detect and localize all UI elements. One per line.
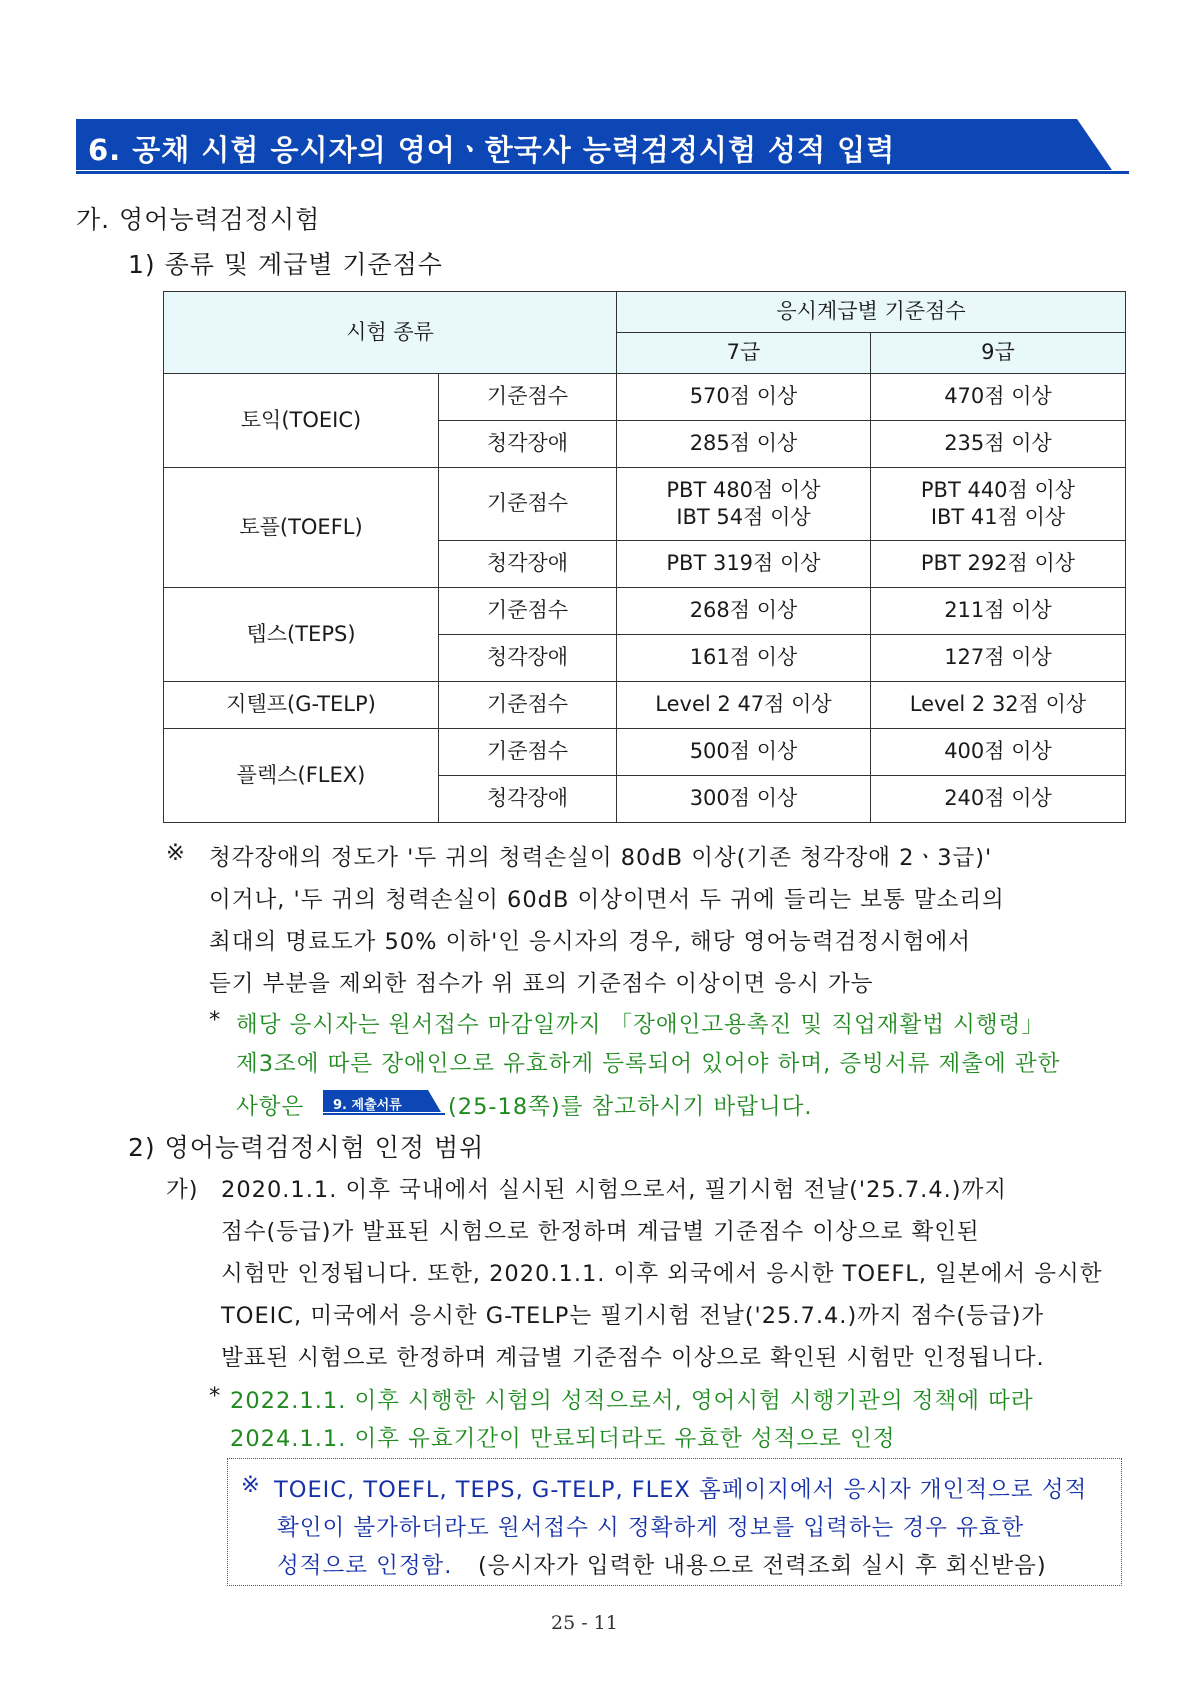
exam-name-teps: 텝스(TEPS) bbox=[164, 588, 439, 682]
page-number: 25 - 11 bbox=[551, 1612, 618, 1634]
table-row bbox=[164, 374, 1126, 421]
cell-value: 470점 이상 bbox=[871, 374, 1126, 421]
sub-note-line: 제3조에 따른 장애인으로 유효하게 등록되어 있어야 하며, 증빙서류 제출에 관한 bbox=[236, 1051, 1061, 1077]
score-table bbox=[163, 291, 1126, 823]
star-line: 2022.1.1. 이후 시행한 시험의 성적으로서, 영어시험 시행기관의 정책에 따라 bbox=[230, 1388, 1034, 1414]
cell-value: 161점 이상 bbox=[617, 635, 871, 682]
section-title: 6. 공채 시험 응시자의 영어ㆍ한국사 능력검정시험 성적 입력 bbox=[88, 133, 896, 167]
row-label: 청각장애 bbox=[439, 776, 617, 823]
exam-name-toeic: 토익(TOEIC) bbox=[164, 374, 439, 468]
cell-value: 268점 이상 bbox=[617, 588, 871, 635]
cell-value: 285점 이상 bbox=[617, 421, 871, 468]
note-line: 청각장애의 정도가 '두 귀의 청력손실이 80dB 이상(기존 청각장애 2ㆍ3급)' bbox=[209, 845, 993, 871]
notice-mark: ※ bbox=[241, 1472, 261, 1498]
section-reference-tag bbox=[323, 1090, 445, 1116]
cell-line: PBT 440점 이상 bbox=[920, 477, 1076, 502]
notice-line: 확인이 불가하더라도 원서접수 시 정확하게 정보를 입력하는 경우 유효한 bbox=[277, 1515, 1025, 1541]
header-exam-type: 시험 종류 bbox=[164, 292, 617, 374]
star-mark: * bbox=[209, 1383, 222, 1409]
row-label: 기준점수 bbox=[439, 682, 617, 729]
cell-value: Level 2 47점 이상 bbox=[617, 682, 871, 729]
item-mark: 가) bbox=[166, 1177, 199, 1203]
notice-line: (응시자가 입력한 내용으로 전력조회 실시 후 회신받음) bbox=[478, 1553, 1047, 1579]
item-heading-1: 1) 종류 및 계급별 기준점수 bbox=[128, 250, 443, 279]
row-label: 기준점수 bbox=[439, 374, 617, 421]
table-row bbox=[164, 588, 1126, 635]
row-label: 기준점수 bbox=[439, 729, 617, 776]
note-line: 최대의 명료도가 50% 이하'인 응시자의 경우, 해당 영어능력검정시험에서 bbox=[209, 929, 971, 955]
item-line: 발표된 시험으로 한정하며 계급별 기준점수 이상으로 확인된 시험만 인정됩니다. bbox=[221, 1345, 1045, 1371]
row-label: 기준점수 bbox=[439, 468, 617, 541]
item-line: TOEIC, 미국에서 응시한 G-TELP는 필기시험 전날('25.7.4.)까지 점수(등급)가 bbox=[221, 1303, 1045, 1329]
row-label: 청각장애 bbox=[439, 635, 617, 682]
cell-value: 235점 이상 bbox=[871, 421, 1126, 468]
sub-note-line: 사항은 bbox=[236, 1094, 305, 1120]
exam-name-flex: 플렉스(FLEX) bbox=[164, 729, 439, 823]
star-line: 2024.1.1. 이후 유효기간이 만료되더라도 유효한 성적으로 인정 bbox=[230, 1426, 896, 1452]
cell-value: Level 2 32점 이상 bbox=[871, 682, 1126, 729]
notice-line-bold: 성적으로 인정함. bbox=[277, 1553, 453, 1579]
cell-value: 127점 이상 bbox=[871, 635, 1126, 682]
cell-value: 300점 이상 bbox=[617, 776, 871, 823]
cell-line: IBT 41점 이상 bbox=[930, 505, 1066, 529]
cell-value: 240점 이상 bbox=[871, 776, 1126, 823]
table-row bbox=[164, 468, 1126, 541]
section-banner bbox=[76, 119, 1129, 175]
notice-line: TOEIC, TOEFL, TEPS, G-TELP, FLEX 홈페이지에서 응시자 개인적으로 성적 bbox=[274, 1477, 1088, 1503]
note-mark: ※ bbox=[166, 840, 186, 866]
tag-label: 9. 제출서류 bbox=[333, 1098, 402, 1113]
header-grade-7: 7급 bbox=[617, 333, 871, 374]
cell-value: 570점 이상 bbox=[617, 374, 871, 421]
header-score-group: 응시계급별 기준점수 bbox=[617, 292, 1126, 333]
note-line: 듣기 부분을 제외한 점수가 위 표의 기준점수 이상이면 응시 가능 bbox=[209, 971, 874, 997]
cell-value bbox=[617, 468, 871, 541]
exam-name-toefl: 토플(TOEFL) bbox=[164, 468, 439, 588]
exam-name-gtelp: 지텔프(G-TELP) bbox=[164, 682, 439, 729]
cell-value: 500점 이상 bbox=[617, 729, 871, 776]
cell-value: PBT 319점 이상 bbox=[617, 541, 871, 588]
item-line: 2020.1.1. 이후 국내에서 실시된 시험으로서, 필기시험 전날('25.7.4.)까지 bbox=[221, 1177, 1008, 1203]
table-row bbox=[164, 682, 1126, 729]
sub-note-line: (25-18쪽)를 참고하시기 바랍니다. bbox=[448, 1094, 813, 1120]
row-label: 기준점수 bbox=[439, 588, 617, 635]
header-grade-9: 9급 bbox=[871, 333, 1126, 374]
cell-value bbox=[871, 468, 1126, 541]
sub-note-mark: * bbox=[209, 1007, 222, 1033]
note-line: 이거나, '두 귀의 청력손실이 60dB 이상이면서 두 귀에 들리는 보통 말소리의 bbox=[209, 887, 1005, 913]
item-line: 시험만 인정됩니다. 또한, 2020.1.1. 이후 외국에서 응시한 TOEFL, 일본에서 응시한 bbox=[221, 1261, 1103, 1287]
cell-line: IBT 54점 이상 bbox=[676, 505, 811, 529]
cell-line: PBT 480점 이상 bbox=[666, 477, 821, 502]
row-label: 청각장애 bbox=[439, 421, 617, 468]
subsection-heading: 가. 영어능력검정시험 bbox=[76, 205, 321, 234]
table-row bbox=[164, 729, 1126, 776]
row-label: 청각장애 bbox=[439, 541, 617, 588]
cell-value: 211점 이상 bbox=[871, 588, 1126, 635]
cell-value: PBT 292점 이상 bbox=[871, 541, 1126, 588]
cell-value: 400점 이상 bbox=[871, 729, 1126, 776]
item-heading-2: 2) 영어능력검정시험 인정 범위 bbox=[128, 1133, 485, 1162]
item-line: 점수(등급)가 발표된 시험으로 한정하며 계급별 기준점수 이상으로 확인된 bbox=[221, 1219, 980, 1245]
sub-note-line: 해당 응시자는 원서접수 마감일까지 「장애인고용촉진 및 직업재활법 시행령」 bbox=[236, 1012, 1045, 1038]
